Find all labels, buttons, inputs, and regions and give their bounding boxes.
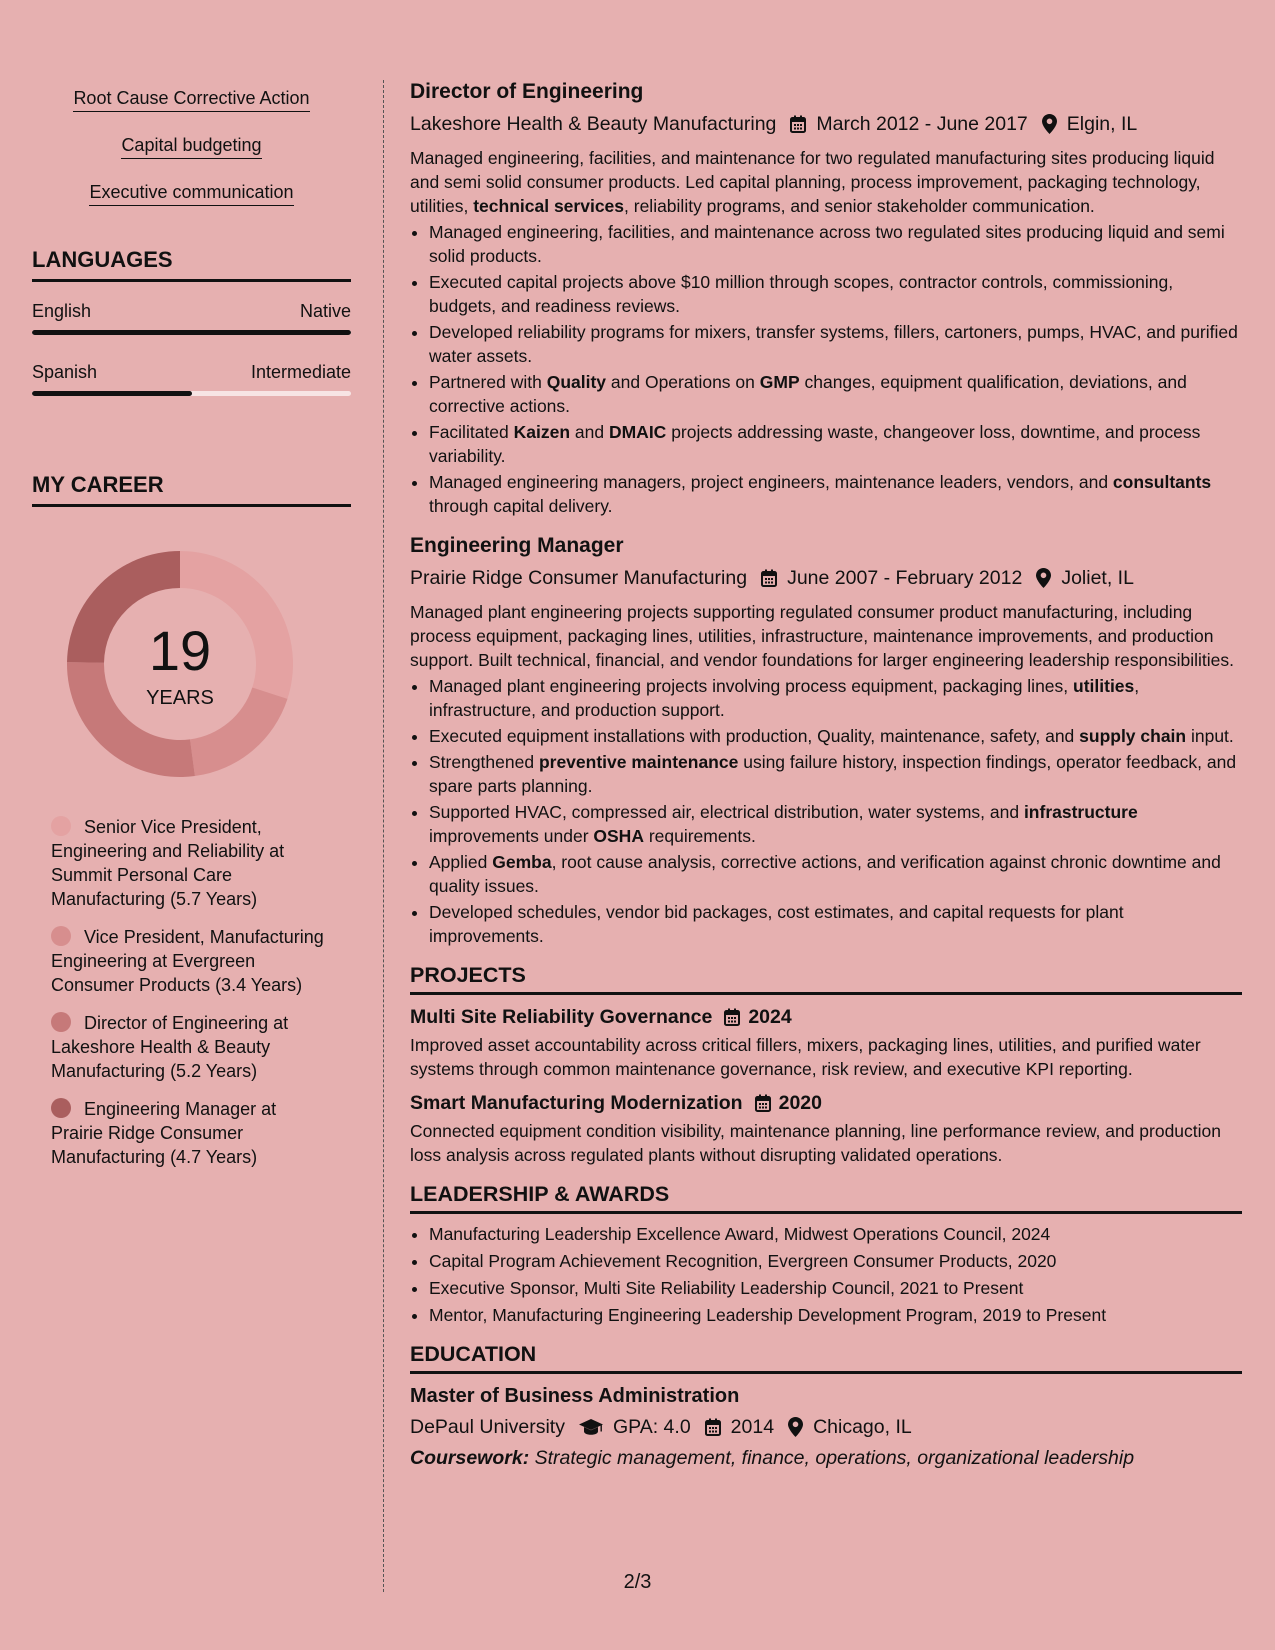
language-english <box>32 300 351 335</box>
map-pin-icon <box>1036 568 1051 588</box>
project-description: Connected equipment condition visibility, maintenance planning, line performance review, and production loss analysis across regulated plants without disrupting validated operations. <box>410 1121 1221 1165</box>
awards-list <box>410 1222 1242 1327</box>
coursework-text: Strategic management, finance, operations, organizational leadership <box>534 1447 1135 1469</box>
job-bullet: • Managed engineering, facilities, and maintenance across two regulated sites producing liquid and semi solid products. <box>429 220 1242 268</box>
job-company: Prairie Ridge Consumer Manufacturing <box>410 567 748 589</box>
education-heading: EDUCATION <box>410 1341 1242 1374</box>
project-name: Smart Manufacturing Modernization <box>410 1092 743 1114</box>
job-location: Joliet, IL <box>1061 567 1134 589</box>
calendar-icon <box>790 115 806 133</box>
page-number: 2/3 <box>623 1571 652 1593</box>
calendar-icon <box>755 1094 771 1112</box>
education-degree: Master of Business Administration <box>410 1385 740 1407</box>
legend-label: Engineering Manager at Prairie Ridge Consumer Manufacturing (4.7 Years) <box>51 1099 277 1167</box>
career-total-years: 19 <box>148 619 212 682</box>
left-column <box>32 80 351 1183</box>
career-legend-item <box>51 815 331 911</box>
job-bullet: • Supported HVAC, compressed air, electrical distribution, water systems, and infrastructure improvements under OSHA requirements. <box>429 800 1242 848</box>
job-meta <box>410 110 1242 138</box>
award-item: • Capital Program Achievement Recognition, Evergreen Consumer Products, 2020 <box>429 1249 1242 1273</box>
language-spanish <box>32 361 351 396</box>
project-entry <box>410 1089 1242 1167</box>
skill-item: Executive communication <box>89 182 293 206</box>
job-bullets <box>410 220 1242 518</box>
career-donut-chart <box>65 549 295 779</box>
career-heading: MY CAREER <box>32 472 351 507</box>
language-proficiency-fill <box>32 330 351 335</box>
language-proficiency-bar <box>32 330 351 335</box>
job-dates: June 2007 - February 2012 <box>787 567 1023 589</box>
education-gpa: GPA: 4.0 <box>612 1416 691 1438</box>
job-entry <box>410 78 1242 518</box>
language-name: Spanish <box>32 362 98 382</box>
job-entry <box>410 532 1242 948</box>
job-bullet: • Facilitated Kaizen and DMAIC projects addressing waste, changeover loss, downtime, and process variability. <box>429 420 1242 468</box>
project-year: 2024 <box>748 1006 792 1028</box>
education-school: DePaul University <box>410 1416 565 1438</box>
job-title: Director of Engineering <box>410 80 644 103</box>
languages-heading: LANGUAGES <box>32 247 351 282</box>
coursework-label: Coursework: <box>410 1447 530 1469</box>
job-summary: Managed plant engineering projects supporting regulated consumer product manufacturing, including process equipment, packaging lines, utilities, infrastructure, maintenance improvements, and production support. Built technical, financial, and vendor foundations for larger engineering leadership responsibilities. <box>410 602 1234 670</box>
job-bullet: • Partnered with Quality and Operations on GMP changes, equipment qualification, deviations, and corrective actions. <box>429 370 1242 418</box>
graduation-cap-icon <box>579 1418 603 1436</box>
language-level: Native <box>299 301 351 321</box>
language-name: English <box>32 301 92 321</box>
job-title: Engineering Manager <box>410 534 624 557</box>
project-year: 2020 <box>778 1092 822 1114</box>
education-meta <box>410 1413 1242 1441</box>
education-year: 2014 <box>730 1416 775 1438</box>
job-summary: Managed engineering, facilities, and maintenance for two regulated manufacturing sites producing liquid and semi solid consumer products. Led capital planning, process improvement, packaging technology, utilities, technical services, reliability programs, and senior stakeholder communication. <box>410 148 1215 216</box>
right-column <box>410 78 1242 1472</box>
job-bullet: • Strengthened preventive maintenance using failure history, inspection findings, operator feedback, and spare parts planning. <box>429 750 1242 798</box>
job-bullet: • Developed schedules, vendor bid packages, cost estimates, and capital requests for plant improvements. <box>429 900 1242 948</box>
skill-item: Capital budgeting <box>121 135 261 159</box>
award-item: • Mentor, Manufacturing Engineering Leadership Development Program, 2019 to Present <box>429 1303 1242 1327</box>
job-bullet: • Executed equipment installations with production, Quality, maintenance, safety, and supply chain input. <box>429 724 1242 748</box>
project-description: Improved asset accountability across critical fillers, mixers, packaging lines, utilities, and purified water systems through common maintenance governance, risk review, and executive KPI reporting. <box>410 1035 1201 1079</box>
career-legend-item <box>51 1011 331 1083</box>
job-bullet: • Applied Gemba, root cause analysis, corrective actions, and verification against chronic downtime and quality issues. <box>429 850 1242 898</box>
job-bullet: • Developed reliability programs for mixers, transfer systems, fillers, cartoners, pumps, HVAC, and purified water assets. <box>429 320 1242 368</box>
career-years-label: YEARS <box>146 687 214 709</box>
career-legend <box>32 815 331 1169</box>
education-location: Chicago, IL <box>813 1416 912 1438</box>
career-legend-item <box>51 1097 331 1169</box>
map-pin-icon <box>788 1417 803 1437</box>
column-divider <box>383 80 384 1592</box>
skills-list <box>32 80 351 221</box>
calendar-icon <box>761 569 777 587</box>
language-level: Intermediate <box>250 362 351 382</box>
language-proficiency-fill <box>32 391 192 396</box>
legend-label: Vice President, Manufacturing Engineering at Evergreen Consumer Products (3.4 Years) <box>51 927 324 995</box>
career-legend-item <box>51 925 331 997</box>
job-location: Elgin, IL <box>1066 113 1138 135</box>
legend-dot <box>51 1098 71 1118</box>
job-dates: March 2012 - June 2017 <box>816 113 1028 135</box>
job-bullets <box>410 674 1242 948</box>
legend-dot <box>51 926 71 946</box>
award-item: • Executive Sponsor, Multi Site Reliability Leadership Council, 2021 to Present <box>429 1276 1242 1300</box>
calendar-icon <box>705 1418 721 1436</box>
job-meta <box>410 564 1242 592</box>
job-bullet: • Executed capital projects above $10 million through scopes, contractor controls, commissioning, budgets, and readiness reviews. <box>429 270 1242 318</box>
project-name: Multi Site Reliability Governance <box>410 1006 713 1028</box>
awards-heading: LEADERSHIP & AWARDS <box>410 1181 1242 1214</box>
legend-dot <box>51 816 71 836</box>
legend-dot <box>51 1012 71 1032</box>
project-entry <box>410 1003 1242 1081</box>
calendar-icon <box>724 1008 740 1026</box>
projects-heading: PROJECTS <box>410 962 1242 995</box>
legend-label: Director of Engineering at Lakeshore Health & Beauty Manufacturing (5.2 Years) <box>51 1013 289 1081</box>
legend-label: Senior Vice President, Engineering and Reliability at Summit Personal Care Manufacturing (5.7 Years) <box>51 817 285 909</box>
map-pin-icon <box>1042 114 1057 134</box>
language-proficiency-bar <box>32 391 351 396</box>
award-item: • Manufacturing Leadership Excellence Award, Midwest Operations Council, 2024 <box>429 1222 1242 1246</box>
education-coursework <box>410 1444 1242 1472</box>
job-bullet: • Managed plant engineering projects involving process equipment, packaging lines, utilities, infrastructure, and production support. <box>429 674 1242 722</box>
job-bullet: • Managed engineering managers, project engineers, maintenance leaders, vendors, and consultants through capital delivery. <box>429 470 1242 518</box>
job-company: Lakeshore Health & Beauty Manufacturing <box>410 113 777 135</box>
skill-item: Root Cause Corrective Action <box>73 88 309 112</box>
